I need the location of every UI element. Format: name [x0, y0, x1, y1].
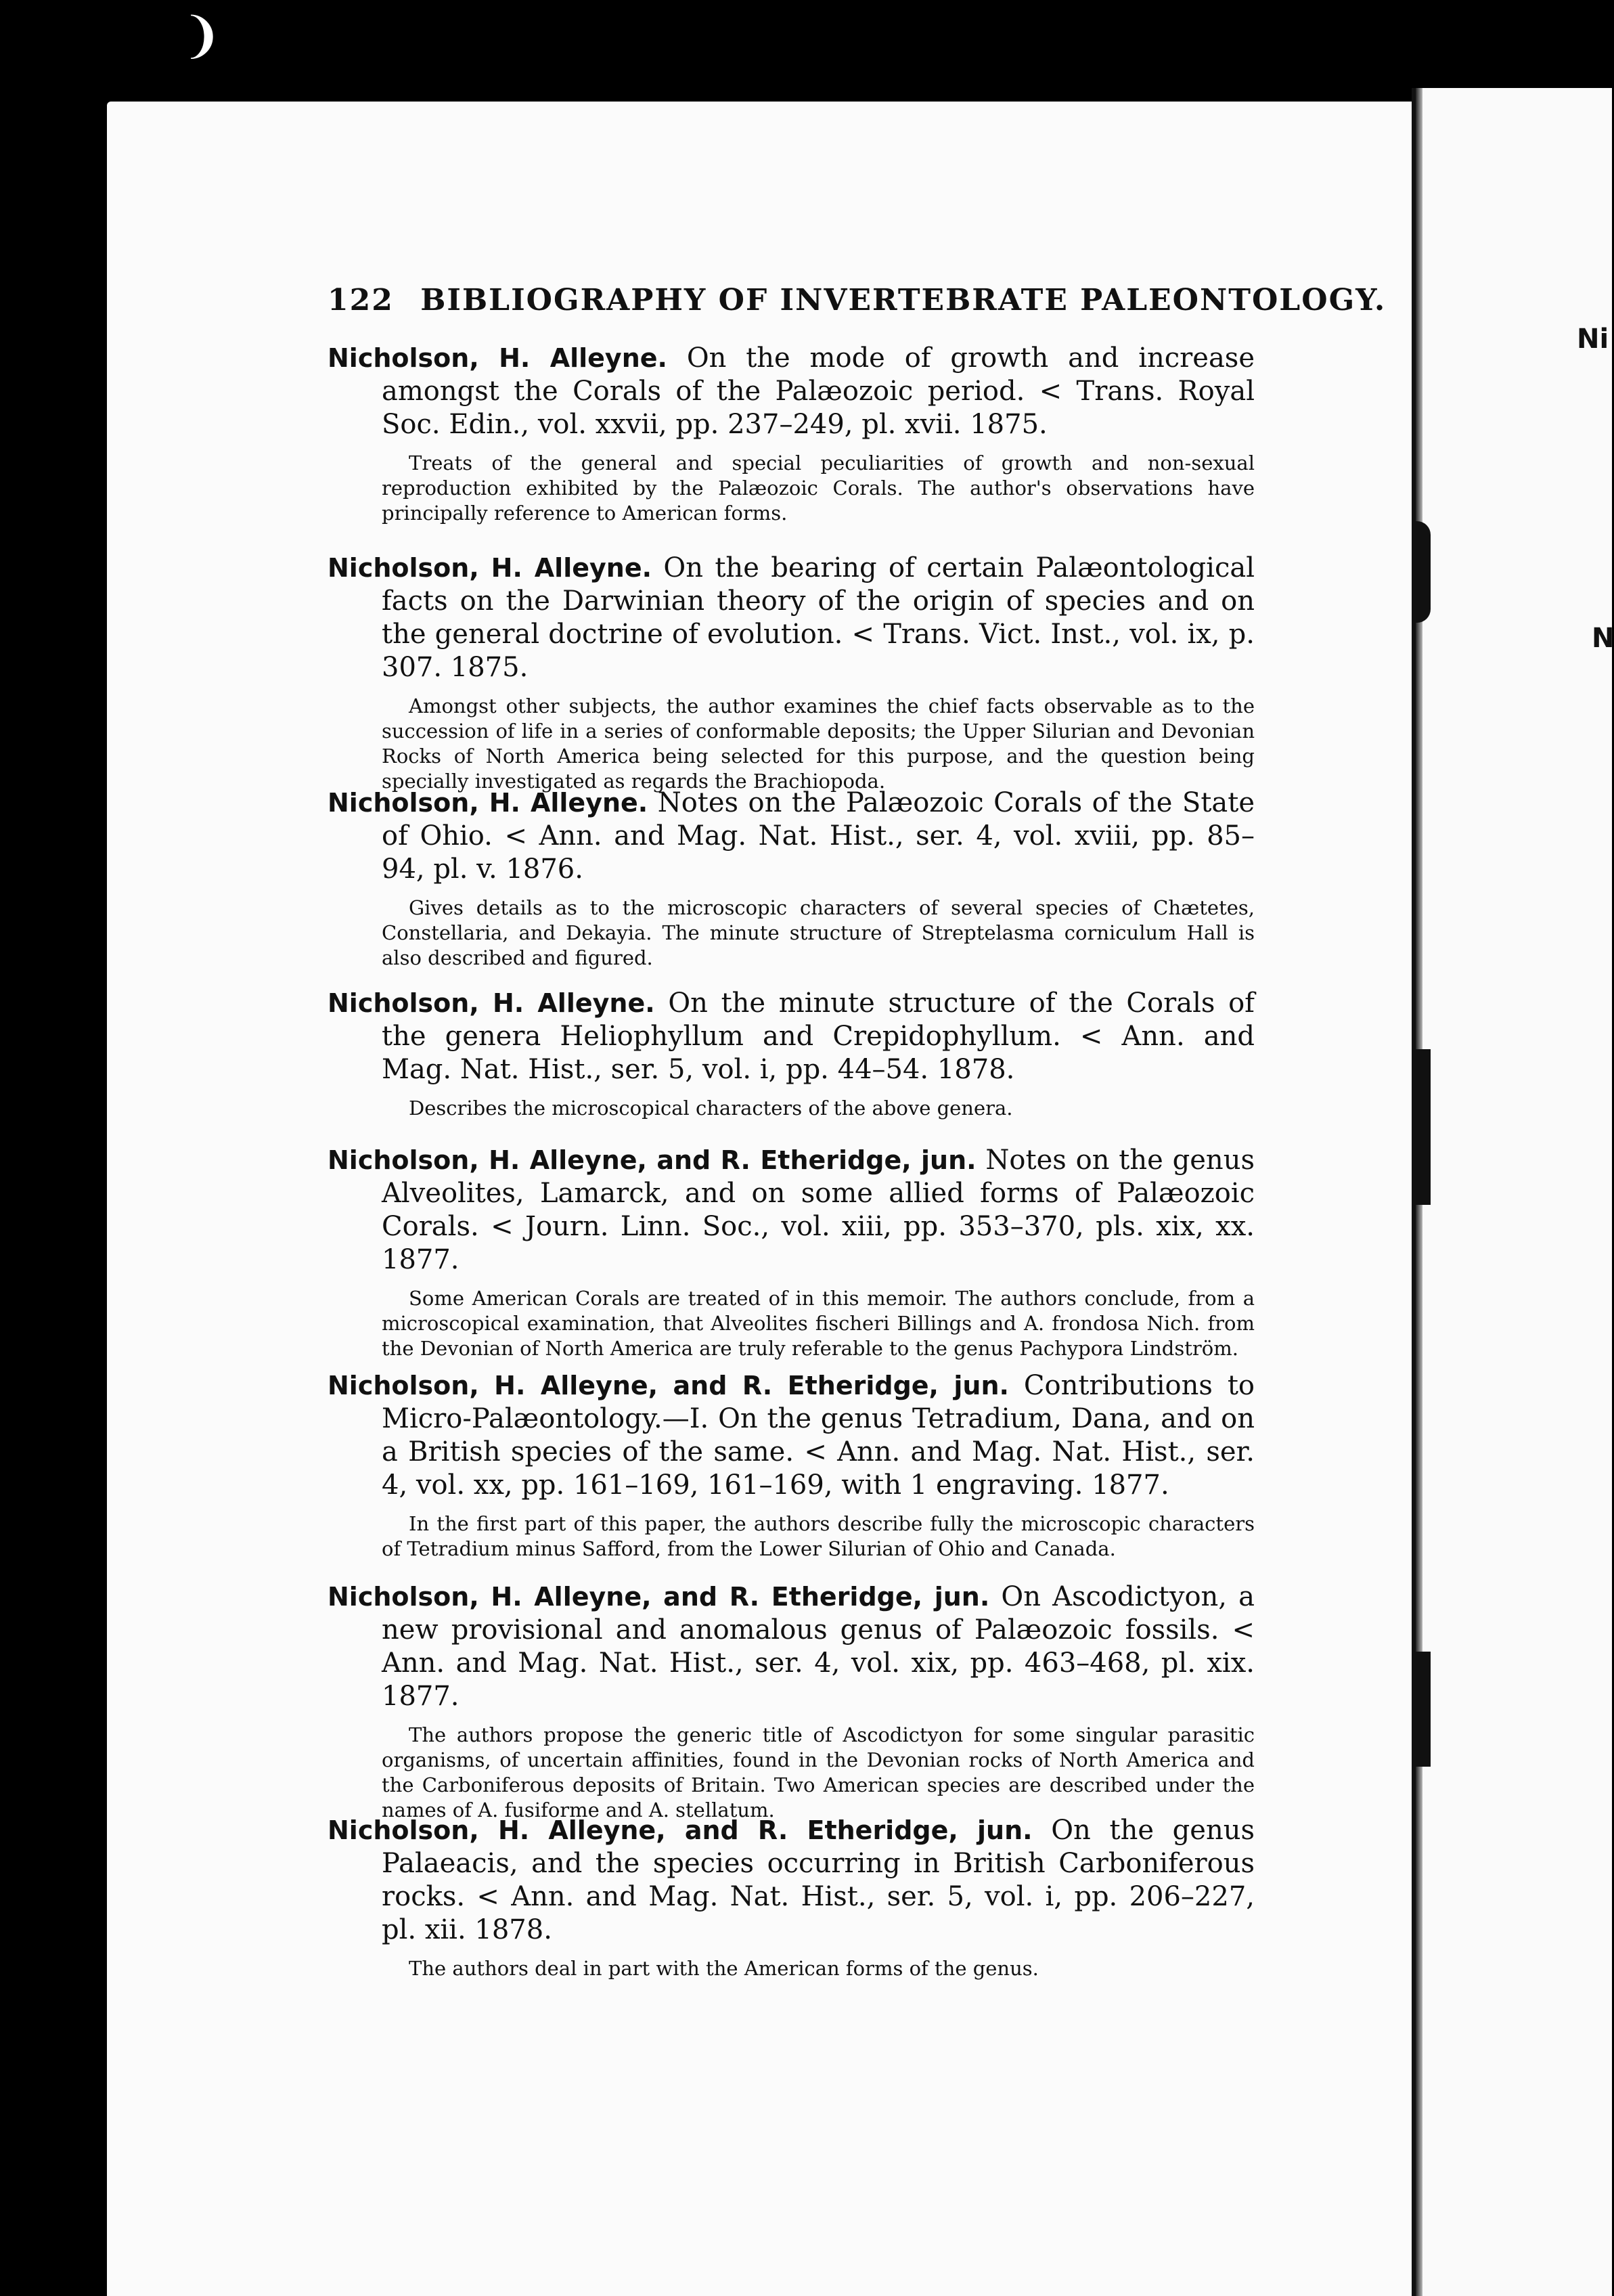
- entry-citation: [328, 1369, 1255, 1502]
- entry-citation: [328, 1814, 1255, 1947]
- entry-citation: [328, 987, 1255, 1086]
- running-title: BIBLIOGRAPHY OF INVERTEBRATE PALEONTOLOGY.: [420, 283, 1387, 317]
- entry-author: Nicholson, H. Alleyne.: [328, 553, 652, 583]
- right-page-fragment: N: [1592, 623, 1614, 654]
- entry-citation: [328, 1581, 1255, 1713]
- bibliography-entry: [328, 1144, 1255, 1361]
- bibliography-entry: [328, 342, 1255, 526]
- entry-citation-text: On the minute structure of the Corals of the genera Heliophyllum and Crepidophyllum. < Ann. and Mag. Nat. Hist., ser. 5, vol. i, pp. 44–54. 1878.: [382, 988, 1255, 1085]
- entry-author: Nicholson, H. Alleyne, and R. Etheridge, jun.: [328, 1371, 1009, 1400]
- scan-corner-mark: ❩: [181, 7, 223, 64]
- bibliography-entry: [328, 552, 1255, 794]
- entry-author: Nicholson, H. Alleyne, and R. Etheridge, jun.: [328, 1145, 977, 1175]
- entry-author: Nicholson, H. Alleyne, and R. Etheridge, jun.: [328, 1582, 990, 1612]
- entry-citation: [328, 342, 1255, 441]
- entry-note: The authors propose the generic title of Ascodictyon for some singular parasitic organisms, of uncertain affinities, found in the Devonian rocks of North America and the Carboniferous deposits of Britain. Two American species are described under the names of A. fusiforme and A. stellatum.: [382, 1723, 1255, 1822]
- right-page-fragment: Ni: [1577, 324, 1609, 355]
- entry-citation-text: On the bearing of certain Palæontological facts on the Darwinian theory of the origin of species and on the general doctrine of evolution. < Trans. Vict. Inst., vol. ix, p. 307. 1875.: [382, 552, 1255, 683]
- bibliography-entry: [328, 787, 1255, 971]
- entry-note: Describes the microscopical characters of the above genera.: [409, 1097, 1013, 1120]
- page-header: [328, 283, 1386, 317]
- entry-citation: [328, 1144, 1255, 1277]
- entry-citation-text: Contributions to Micro-Palæontology.—I. On the genus Tetradium, Dana, and on a British species of the same. < Ann. and Mag. Nat. Hist., ser. 4, vol. xx, pp. 161–169, 161–169, with 1 engraving. 1877.: [382, 1370, 1255, 1501]
- entry-note: The authors deal in part with the American forms of the genus.: [409, 1957, 1039, 1980]
- entry-citation: [328, 787, 1255, 886]
- bibliography-entry: [328, 987, 1255, 1121]
- entry-note: Treats of the general and special peculiarities of growth and non-sexual reproduction exhibited by the Palæozoic Corals. The author's observations have principally reference to American forms.: [382, 451, 1255, 525]
- entry-note: Amongst other subjects, the author examines the chief facts observable as to the succession of life in a series of conformable deposits; the Upper Silurian and Devonian Rocks of North America being selected for this purpose, and the question being specially investigated as regards the Brachiopoda.: [382, 694, 1255, 793]
- entry-citation-text: On Ascodictyon, a new provisional and anomalous genus of Palæozoic fossils. < Ann. and Mag. Nat. Hist., ser. 4, vol. xix, pp. 463–468, pl. xix. 1877.: [382, 1581, 1255, 1712]
- page-number: 122: [328, 283, 394, 317]
- entry-citation-text: Notes on the Palæozoic Corals of the State of Ohio. < Ann. and Mag. Nat. Hist., ser. 4, vol. xviii, pp. 85–94, pl. v. 1876.: [382, 787, 1255, 885]
- bibliography-entry: [328, 1814, 1255, 1981]
- bibliography-entry: [328, 1369, 1255, 1562]
- entry-citation-text: On the genus Palaeacis, and the species occurring in British Carboniferous rocks. < Ann. and Mag. Nat. Hist., ser. 5, vol. i, pp. 206–227, pl. xii. 1878.: [382, 1815, 1255, 1945]
- bibliography-entry: [328, 1581, 1255, 1823]
- binding-mark: [1416, 1652, 1431, 1767]
- binding-mark: [1416, 521, 1431, 623]
- entry-note: Some American Corals are treated of in this memoir. The authors conclude, from a microscopical examination, that Alveolites fischeri Billings and A. frondosa Nich. from the Devonian of North America are truly referable to the genus Pachypora Lindström.: [382, 1287, 1255, 1360]
- entry-citation: [328, 552, 1255, 684]
- entry-citation-text: Notes on the genus Alveolites, Lamarck, and on some allied forms of Palæozoic Corals. < Journ. Linn. Soc., vol. xiii, pp. 353–370, pls. xix, xx. 1877.: [382, 1145, 1255, 1275]
- binding-mark: [1416, 1049, 1431, 1205]
- entry-author: Nicholson, H. Alleyne.: [328, 343, 667, 373]
- right-page: [1412, 88, 1612, 2296]
- entry-note: In the first part of this paper, the authors describe fully the microscopic characters of Tetradium minus Safford, from the Lower Silurian of Ohio and Canada.: [382, 1512, 1255, 1560]
- entry-citation-text: On the mode of growth and increase amongst the Corals of the Palæozoic period. < Trans. Royal Soc. Edin., vol. xxvii, pp. 237–249, pl. xvii. 1875.: [382, 343, 1255, 440]
- entry-author: Nicholson, H. Alleyne.: [328, 788, 648, 818]
- entry-author: Nicholson, H. Alleyne, and R. Etheridge, jun.: [328, 1815, 1033, 1845]
- entry-note: Gives details as to the microscopic characters of several species of Chætetes, Constellaria, and Dekayia. The minute structure of Streptelasma corniculum Hall is also described and figured.: [382, 896, 1255, 969]
- entry-author: Nicholson, H. Alleyne.: [328, 988, 655, 1018]
